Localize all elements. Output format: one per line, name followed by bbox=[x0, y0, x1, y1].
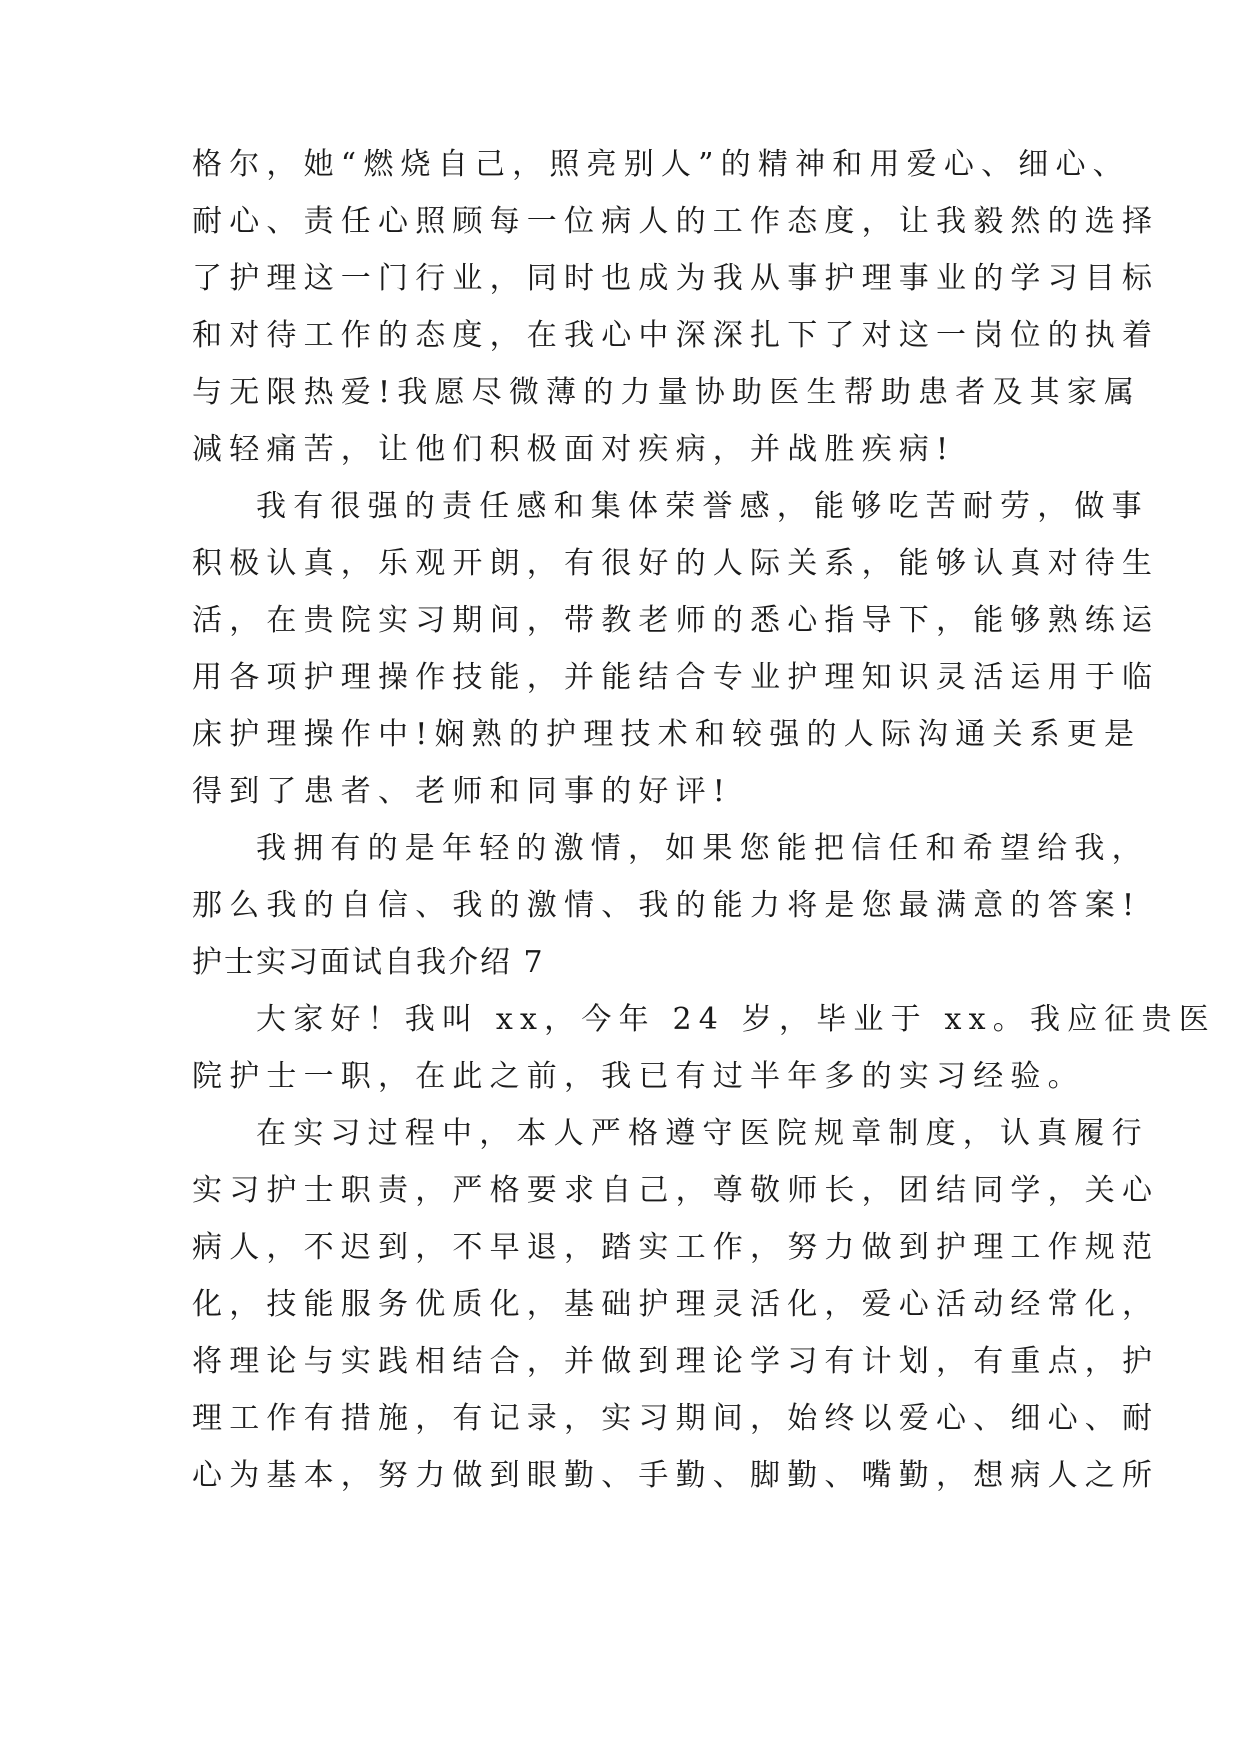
text-line: 病人，不迟到，不早退，踏实工作，努力做到护理工作规范 bbox=[192, 1230, 1160, 1265]
text-line: 得到了患者、老师和同事的好评! bbox=[192, 774, 733, 809]
text-line: 理工作有措施，有记录，实习期间，始终以爱心、细心、耐 bbox=[192, 1401, 1160, 1436]
text-line: 积极认真，乐观开朗，有很好的人际关系，能够认真对待生 bbox=[192, 546, 1160, 581]
paragraph-first-line: 大家好！我叫 xx，今年 24 岁，毕业于 xx。我应征贵医 bbox=[256, 1002, 1216, 1037]
text-line: 格尔，她“燃烧自己，照亮别人”的精神和用爱心、细心、 bbox=[192, 147, 1130, 182]
text-line: 耐心、责任心照顾每一位病人的工作态度，让我毅然的选择 bbox=[192, 204, 1160, 239]
paragraph-first-line: 在实习过程中，本人严格遵守医院规章制度，认真履行 bbox=[256, 1116, 1149, 1151]
section-heading: 护士实习面试自我介绍 7 bbox=[192, 945, 545, 980]
text-line: 院护士一职，在此之前，我已有过半年多的实习经验。 bbox=[192, 1059, 1085, 1094]
text-line: 心为基本，努力做到眼勤、手勤、脚勤、嘴勤，想病人之所 bbox=[192, 1458, 1160, 1493]
text-line: 实习护士职责，严格要求自己，尊敬师长，团结同学，关心 bbox=[192, 1173, 1160, 1208]
paragraph-first-line: 我有很强的责任感和集体荣誉感，能够吃苦耐劳，做事 bbox=[256, 489, 1149, 524]
text-line: 了护理这一门行业，同时也成为我从事护理事业的学习目标 bbox=[192, 261, 1160, 296]
text-line: 将理论与实践相结合，并做到理论学习有计划，有重点，护 bbox=[192, 1344, 1160, 1379]
text-line: 和对待工作的态度，在我心中深深扎下了对这一岗位的执着 bbox=[192, 318, 1160, 353]
text-line: 减轻痛苦，让他们积极面对疾病，并战胜疾病! bbox=[192, 432, 956, 467]
text-line: 那么我的自信、我的激情、我的能力将是您最满意的答案! bbox=[192, 888, 1142, 923]
text-line: 与无限热爱!我愿尽微薄的力量协助医生帮助患者及其家属 bbox=[192, 375, 1142, 410]
paragraph-first-line: 我拥有的是年轻的激情，如果您能把信任和希望给我， bbox=[256, 831, 1149, 866]
text-line: 活，在贵院实习期间，带教老师的悉心指导下，能够熟练运 bbox=[192, 603, 1160, 638]
text-line: 用各项护理操作技能，并能结合专业护理知识灵活运用于临 bbox=[192, 660, 1160, 695]
text-line: 床护理操作中!娴熟的护理技术和较强的人际沟通关系更是 bbox=[192, 717, 1142, 752]
text-line: 化，技能服务优质化，基础护理灵活化，爱心活动经常化， bbox=[192, 1287, 1160, 1322]
